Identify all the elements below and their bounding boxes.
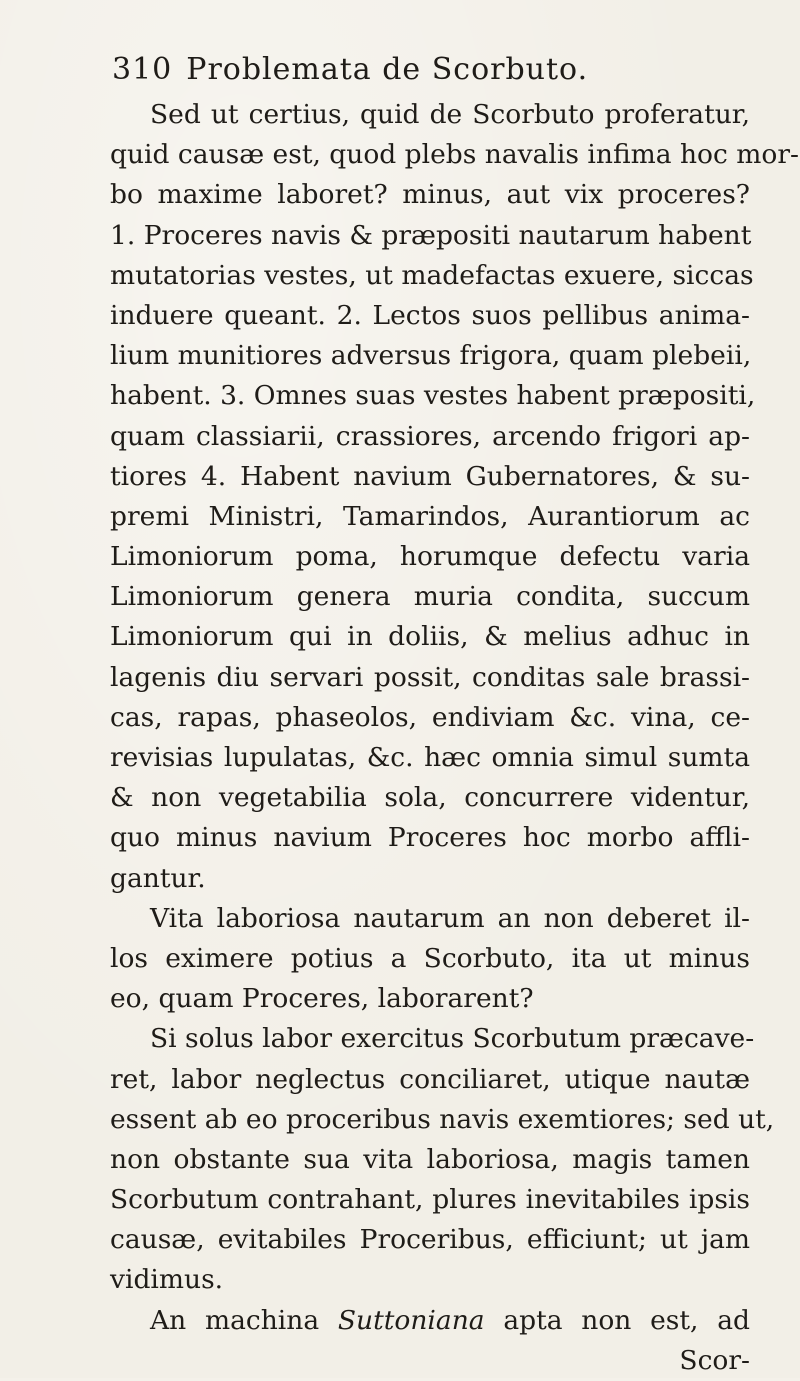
final-line-start: An machina <box>150 1304 320 1336</box>
text-line: quid causæ est, quod plebs navalis infima hoc mor- <box>110 139 799 171</box>
running-title: Problemata de Scorbuto. <box>186 52 589 87</box>
text-line: los eximere potius a Scorbuto, ita ut minus <box>110 942 750 974</box>
text-line: tiores 4. Habent navium Gubernatores, & su- <box>110 460 750 492</box>
text-line: habent. 3. Omnes suas vestes habent præpositi, <box>110 380 756 412</box>
text-line: quo minus navium Proceres hoc morbo affli- <box>110 822 750 854</box>
text-line: induere queant. 2. Lectos suos pellibus anima- <box>110 299 750 331</box>
text-line: Sed ut certius, quid de Scorbuto proferatur, <box>150 99 750 130</box>
final-line-italic: Suttoniana <box>337 1304 485 1336</box>
text-line: Vita laboriosa nautarum an non deberet il- <box>150 902 750 934</box>
text-line: 1. Proceres navis & præpositi nautarum habent <box>110 219 752 251</box>
text-line: & non vegetabilia sola, concurrere videntur, <box>110 782 750 814</box>
text-line: gantur. <box>110 862 206 894</box>
text-line: vidimus. <box>110 1264 224 1296</box>
text-line: premi Ministri, Tamarindos, Aurantiorum ac <box>110 500 750 532</box>
text-line: lium munitiores adversus frigora, quam plebeii, <box>110 340 752 372</box>
body-text <box>110 95 799 1381</box>
text-line: Limoniorum poma, horumque defectu varia <box>110 541 750 573</box>
text-line: Si solus labor exercitus Scorbutum præcave- <box>150 1023 755 1055</box>
text-line: causæ, evitabiles Proceribus, efficiunt; ut jam <box>110 1224 750 1256</box>
text-line: eo, quam Proceres, laborarent? <box>110 983 534 1015</box>
text-line: mutatorias vestes, ut madefactas exuere, siccas <box>110 259 754 291</box>
text-line: lagenis diu servari possit, conditas sale brassi- <box>110 661 750 693</box>
text-line: Limoniorum genera muria condita, succum <box>110 581 750 613</box>
running-head <box>112 52 712 87</box>
text-line: revisias lupulatas, &c. hæc omnia simul sumta <box>110 742 750 773</box>
catchword: Scor- <box>679 1344 750 1376</box>
text-line: quam classiarii, crassiores, arcendo frigori ap- <box>110 420 750 452</box>
text-line: ret, labor neglectus conciliaret, utique nautæ <box>110 1063 750 1095</box>
text-line: cas, rapas, phaseolos, endiviam &c. vina, ce- <box>110 701 750 733</box>
text-line: essent ab eo proceribus navis exemtiores; sed ut, <box>110 1103 775 1135</box>
final-line-end: apta non est, ad <box>503 1304 750 1336</box>
page-number: 310 <box>112 52 173 87</box>
text-line-final <box>110 1301 750 1341</box>
text-line: Limoniorum qui in doliis, & melius adhuc in <box>110 621 750 653</box>
text-line: non obstante sua vita laboriosa, magis tamen <box>110 1143 750 1175</box>
text-line: bo maxime laboret? minus, aut vix proceres? <box>110 179 750 211</box>
text-line: Scorbutum contrahant, plures inevitabiles ipsis <box>110 1184 750 1216</box>
